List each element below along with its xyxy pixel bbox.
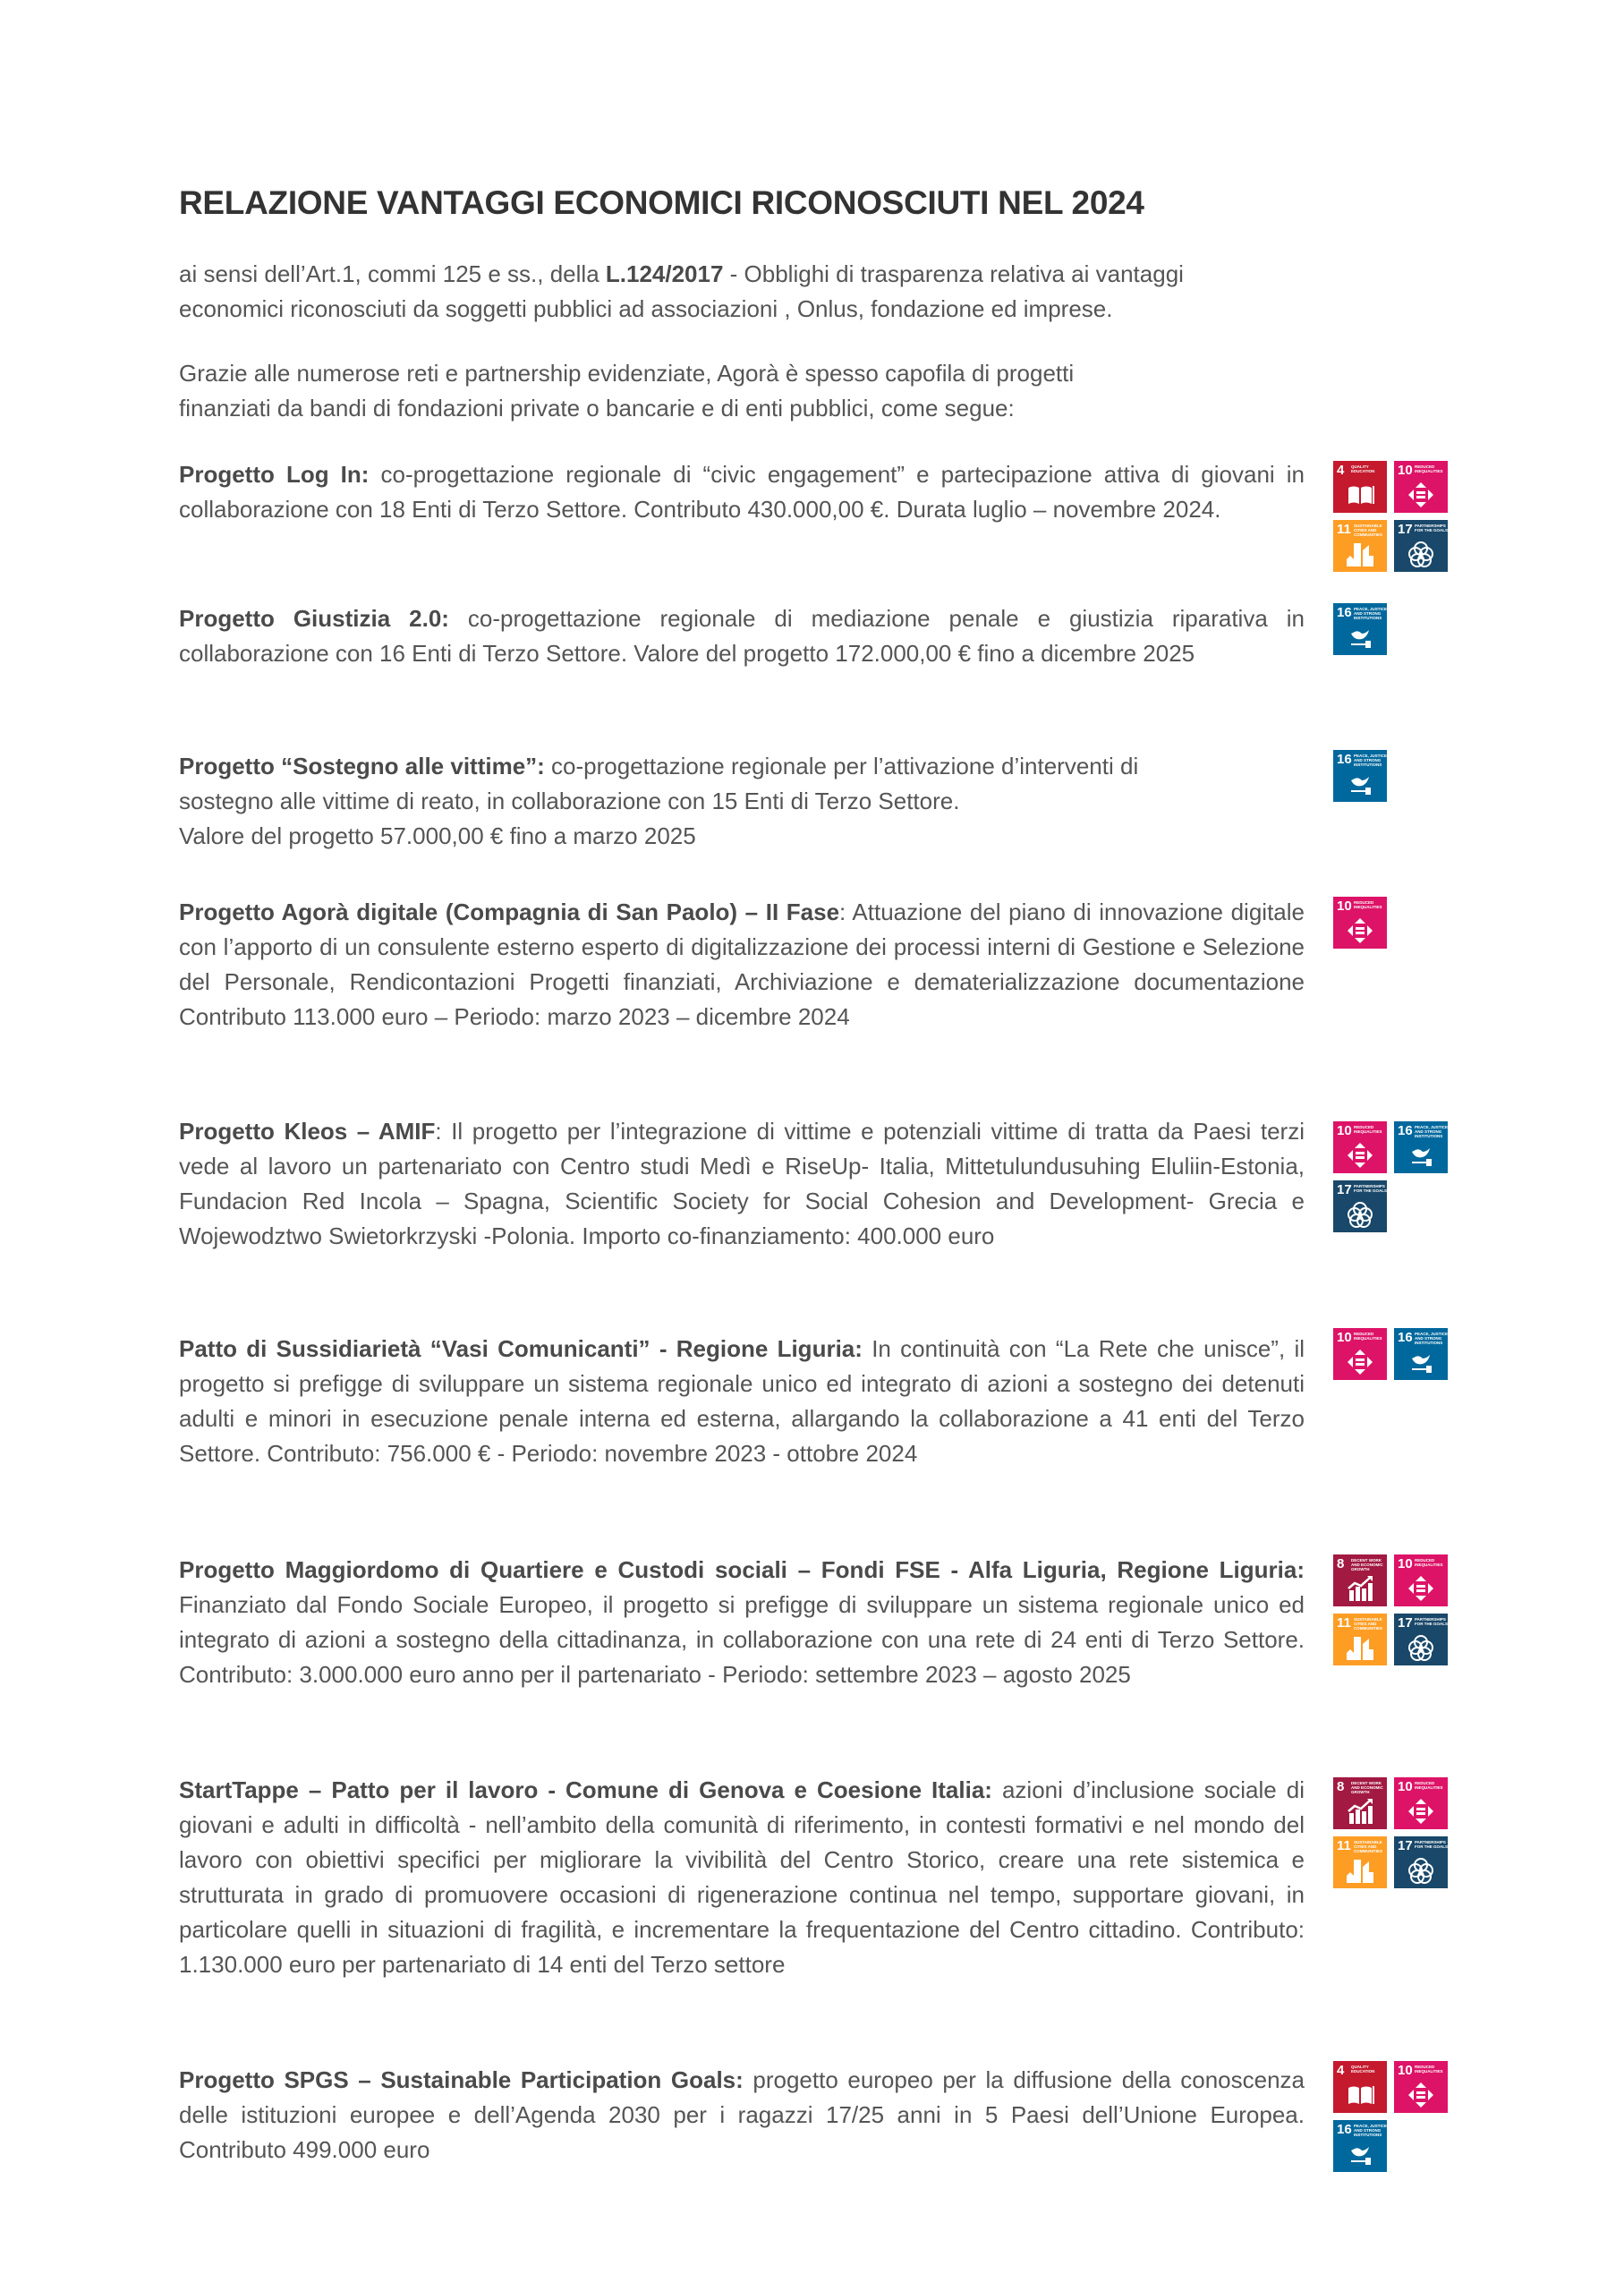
sdg-10-badge	[1394, 461, 1448, 513]
project-sostegno-vittime	[179, 749, 1305, 854]
partnership-rings-icon	[1407, 540, 1435, 568]
sdg-17-badge	[1394, 1836, 1448, 1888]
sdg-number: 17	[1398, 1615, 1413, 1631]
sdg-label: DECENT WORK AND ECONOMIC GROWTH	[1351, 1558, 1383, 1571]
dove-gavel-icon	[1346, 2140, 1374, 2168]
project-description: co-progettazione regionale di mediazione penale e giustizia riparativa in collaborazione con 16 Enti di Terzo Settore. Valore del progetto 172.000,00 € fino a dicembre 2025	[179, 605, 1305, 667]
book-pencil-icon	[1346, 481, 1374, 509]
sdg-number: 4	[1337, 2063, 1345, 2078]
sdg-17-badge	[1333, 1180, 1387, 1232]
project-description: In continuità con “La Rete che unisce”, il progetto si prefigge di sviluppare un sistema regionale unico ed integrato di azioni a sostegno dei detenuti adulti e minori in esecuzione penale interna ed esterna, allargando la collaborazione a 41 enti del Terzo Settore. Contributo: 756.000 € - Periodo: novembre 2023 - ottobre 2024	[179, 1335, 1305, 1467]
sdg-number: 17	[1337, 1182, 1352, 1197]
sdg-label: PEACE, JUSTICE AND STRONG INSTITUTIONS	[1354, 2124, 1387, 2137]
project-title: Progetto Giustizia 2.0:	[179, 605, 449, 632]
city-buildings-icon	[1346, 540, 1374, 568]
sdg-label: REDUCED INEQUALITIES	[1354, 900, 1382, 909]
project-spgs	[179, 2063, 1305, 2168]
dove-gavel-icon	[1407, 1348, 1435, 1376]
dove-gavel-icon	[1346, 623, 1374, 652]
sdg-number: 16	[1398, 1330, 1413, 1345]
sdg-label: REDUCED INEQUALITIES	[1354, 1332, 1382, 1341]
project-description: progetto europeo per la diffusione della conoscenza delle istituzioni europee e dell’Agenda 2030 per i ragazzi 17/25 anni in 5 Paesi dell’Unione Europea. Contributo 499.000 euro	[179, 2066, 1305, 2163]
sdg-label: SUSTAINABLE CITIES AND COMMUNITIES	[1354, 1840, 1382, 1853]
reduced-inequalities-icon	[1407, 2081, 1435, 2109]
sdg-number: 10	[1398, 1556, 1413, 1571]
partnership-rings-icon	[1407, 1856, 1435, 1885]
sdg-icons	[1333, 2061, 1450, 2172]
project-title: Progetto Agorà digitale (Compagnia di San Paolo) – II Fase	[179, 899, 840, 925]
sdg-10-badge	[1333, 1328, 1387, 1380]
reduced-inequalities-icon	[1346, 1348, 1374, 1376]
project-title: Patto di Sussidiarietà “Vasi Comunicanti” - Regione Liguria:	[179, 1335, 863, 1362]
sdg-10-badge	[1333, 897, 1387, 949]
project-title: Progetto Log In:	[179, 461, 370, 488]
sdg-label: PARTNERSHIPS FOR THE GOALS	[1415, 1617, 1448, 1626]
sdg-11-badge	[1333, 520, 1387, 572]
sdg-number: 4	[1337, 463, 1345, 478]
project-maggiordomo	[179, 1553, 1305, 1692]
sdg-label: REDUCED INEQUALITIES	[1415, 1781, 1443, 1790]
reduced-inequalities-icon	[1346, 916, 1374, 945]
sdg-17-badge	[1394, 1614, 1448, 1665]
page-title: RELAZIONE VANTAGGI ECONOMICI RICONOSCIUTI NEL 2024	[179, 184, 1144, 221]
sdg-icons	[1333, 897, 1450, 949]
intro-text: finanziati da bandi di fondazioni private o bancarie e di enti pubblici, come segue:	[179, 395, 1015, 422]
sdg-icons	[1333, 1554, 1450, 1665]
book-pencil-icon	[1346, 2081, 1374, 2109]
sdg-number: 10	[1337, 1123, 1352, 1138]
project-description: Finanziato dal Fondo Sociale Europeo, il progetto si prefigge di sviluppare un sistema regionale unico ed integrato di azioni a sostegno della cittadinanza, in collaborazione con una rete di 24 enti di Terzo Settore. Contributo: 3.000.000 euro anno per il partenariato - Periodo: settembre 2023 – agosto 2025	[179, 1591, 1305, 1688]
project-description: co-progettazione regionale di “civic engagement” e partecipazione attiva di giovani in collaborazione con 18 Enti di Terzo Settore. Contributo 430.000,00 €. Durata luglio – novembre 2024.	[179, 461, 1305, 523]
sdg-16-badge	[1394, 1121, 1448, 1173]
project-giustizia	[179, 601, 1305, 671]
sdg-10-badge	[1394, 2061, 1448, 2113]
sdg-label: REDUCED INEQUALITIES	[1354, 1125, 1382, 1134]
partnership-rings-icon	[1407, 1633, 1435, 1662]
reduced-inequalities-icon	[1407, 1574, 1435, 1603]
project-description: co-progettazione regionale per l’attivazione d’interventi di	[544, 753, 1139, 779]
project-kleos	[179, 1114, 1305, 1254]
project-description: : Il progetto per l’integrazione di vittime e potenziali vittime di tratta da Paesi terzi vede al lavoro un partenariato con Centro studi Medì e RiseUp- Italia, Mittetulundusuhing Eluliin-Estonia, Fundacion Red Incola – Spagna, Scientific Society for Social Cohesion and Development- Grecia e Wojewodztwo Swietorkrzyski -Polonia. Importo co-finanziamento: 400.000 euro	[179, 1118, 1305, 1249]
sdg-label: QUALITY EDUCATION	[1351, 2065, 1375, 2074]
growth-chart-icon	[1346, 1797, 1374, 1826]
sdg-number: 8	[1337, 1779, 1345, 1794]
sdg-10-badge	[1394, 1777, 1448, 1829]
sdg-number: 16	[1337, 605, 1352, 620]
sdg-label: PEACE, JUSTICE AND STRONG INSTITUTIONS	[1415, 1332, 1448, 1345]
sdg-label: QUALITY EDUCATION	[1351, 464, 1375, 473]
sdg-number: 17	[1398, 1838, 1413, 1853]
sdg-label: PEACE, JUSTICE AND STRONG INSTITUTIONS	[1354, 607, 1387, 620]
dove-gavel-icon	[1407, 1141, 1435, 1170]
intro-text: ai sensi dell’Art.1, commi 125 e ss., della	[179, 260, 606, 287]
intro-legal-reference	[179, 257, 1305, 327]
sdg-label: REDUCED INEQUALITIES	[1415, 464, 1443, 473]
sdg-11-badge	[1333, 1614, 1387, 1665]
city-buildings-icon	[1346, 1633, 1374, 1662]
sdg-number: 10	[1398, 1779, 1413, 1794]
sdg-number: 17	[1398, 522, 1413, 537]
dove-gavel-icon	[1346, 770, 1374, 798]
sdg-label: PEACE, JUSTICE AND STRONG INSTITUTIONS	[1415, 1125, 1448, 1138]
sdg-number: 10	[1398, 463, 1413, 478]
sdg-number: 10	[1337, 899, 1352, 914]
sdg-icons	[1333, 603, 1450, 655]
sdg-icons	[1333, 1121, 1450, 1232]
sdg-number: 11	[1337, 522, 1351, 537]
project-title: Progetto Maggiordomo di Quartiere e Custodi sociali – Fondi FSE - Alfa Liguria, Regione Liguria:	[179, 1556, 1305, 1583]
sdg-number: 10	[1337, 1330, 1352, 1345]
project-value: Valore del progetto 57.000,00 € fino a marzo 2025	[179, 822, 696, 849]
intro-text: - Obblighi di trasparenza relativa ai vantaggi	[723, 260, 1184, 287]
sdg-16-badge	[1394, 1328, 1448, 1380]
project-description: : Attuazione del piano di innovazione digitale con l’apporto di un consulente esterno esperto di digitalizzazione dei processi interni di Gestione e Selezione del Personale, Rendicontazioni Progetti finanziati, Archiviazione e dematerializzazione documentazione Contributo 113.000 euro – Periodo: marzo 2023 – dicembre 2024	[179, 899, 1305, 1030]
sdg-number: 16	[1398, 1123, 1413, 1138]
project-title: Progetto SPGS – Sustainable Participation Goals:	[179, 2066, 744, 2093]
sdg-label: DECENT WORK AND ECONOMIC GROWTH	[1351, 1781, 1383, 1794]
project-title: Progetto “Sostegno alle vittime”:	[179, 753, 545, 779]
sdg-icons	[1333, 1777, 1450, 1888]
sdg-16-badge	[1333, 2120, 1387, 2172]
project-log-in	[179, 457, 1305, 527]
project-vasi-comunicanti	[179, 1332, 1305, 1471]
sdg-8-badge	[1333, 1554, 1387, 1606]
growth-chart-icon	[1346, 1574, 1374, 1603]
sdg-11-badge	[1333, 1836, 1387, 1888]
project-starttappe	[179, 1773, 1305, 1982]
sdg-icons	[1333, 1328, 1450, 1380]
sdg-number: 10	[1398, 2063, 1413, 2078]
partnership-rings-icon	[1346, 1200, 1374, 1229]
sdg-4-badge	[1333, 461, 1387, 513]
project-title: StartTappe – Patto per il lavoro - Comune di Genova e Coesione Italia:	[179, 1776, 992, 1803]
project-description: azioni d’inclusione sociale di giovani e adulti in difficoltà - nell’ambito della comunità di riferimento, in contesti formativi e nel mondo del lavoro con obiettivi specifici per migliorare la vivibilità del Centro Storico, creare una rete sistemica e strutturata in grado di promuovere occasioni di rigenerazione continua nel tempo, supportare giovani, in particolare quelli in situazioni di fragilità, e incrementare la frequentazione del Centro cittadino. Contributo: 1.130.000 euro per partenariato di 14 enti del Terzo settore	[179, 1776, 1305, 1978]
law-reference: L.124/2017	[605, 260, 724, 287]
project-agora-digitale	[179, 895, 1305, 1035]
sdg-number: 11	[1337, 1615, 1351, 1631]
sdg-label: PARTNERSHIPS FOR THE GOALS	[1354, 1184, 1387, 1193]
reduced-inequalities-icon	[1407, 1797, 1435, 1826]
reduced-inequalities-icon	[1407, 481, 1435, 509]
sdg-10-badge	[1394, 1554, 1448, 1606]
sdg-icons	[1333, 461, 1450, 572]
sdg-8-badge	[1333, 1777, 1387, 1829]
sdg-10-badge	[1333, 1121, 1387, 1173]
sdg-label: PARTNERSHIPS FOR THE GOALS	[1415, 1840, 1448, 1849]
sdg-number: 11	[1337, 1838, 1351, 1853]
intro-partnerships	[179, 356, 1305, 426]
sdg-label: PARTNERSHIPS FOR THE GOALS	[1415, 524, 1448, 532]
intro-text: economici riconosciuti da soggetti pubblici ad associazioni , Onlus, fondazione ed imprese.	[179, 295, 1113, 322]
project-description: sostegno alle vittime di reato, in collaborazione con 15 Enti di Terzo Settore.	[179, 788, 960, 814]
sdg-label: SUSTAINABLE CITIES AND COMMUNITIES	[1354, 1617, 1382, 1631]
sdg-label: REDUCED INEQUALITIES	[1415, 2065, 1443, 2074]
sdg-16-badge	[1333, 603, 1387, 655]
sdg-icons	[1333, 750, 1450, 802]
sdg-label: REDUCED INEQUALITIES	[1415, 1558, 1443, 1567]
sdg-16-badge	[1333, 750, 1387, 802]
project-title: Progetto Kleos – AMIF	[179, 1118, 436, 1145]
sdg-label: PEACE, JUSTICE AND STRONG INSTITUTIONS	[1354, 754, 1387, 767]
sdg-number: 16	[1337, 752, 1352, 767]
sdg-4-badge	[1333, 2061, 1387, 2113]
sdg-label: SUSTAINABLE CITIES AND COMMUNITIES	[1354, 524, 1382, 537]
sdg-17-badge	[1394, 520, 1448, 572]
intro-text: Grazie alle numerose reti e partnership evidenziate, Agorà è spesso capofila di progetti	[179, 360, 1075, 387]
city-buildings-icon	[1346, 1856, 1374, 1885]
sdg-number: 16	[1337, 2122, 1352, 2137]
sdg-number: 8	[1337, 1556, 1345, 1571]
reduced-inequalities-icon	[1346, 1141, 1374, 1170]
